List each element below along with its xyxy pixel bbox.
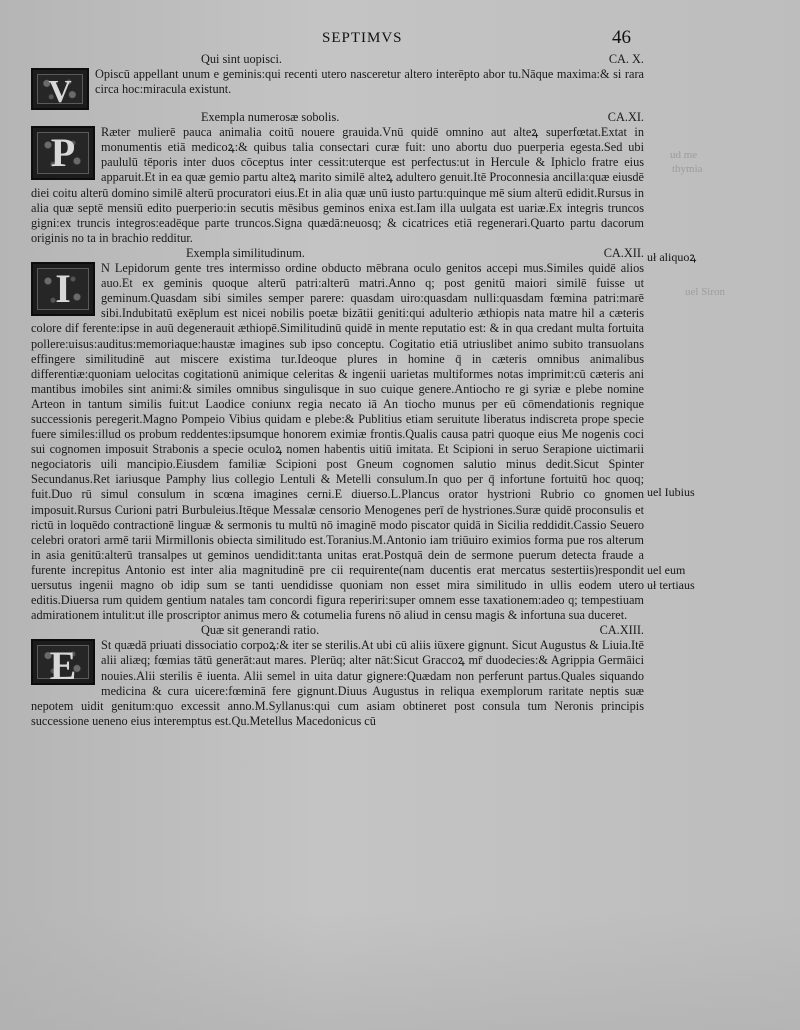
chapter-number: CA. X. bbox=[608, 52, 644, 66]
main-text-block bbox=[31, 52, 644, 729]
initial-letter: V bbox=[48, 73, 72, 110]
initial-letter: E bbox=[49, 643, 77, 689]
chapter-12 bbox=[31, 246, 644, 623]
initial-letter: P bbox=[50, 130, 76, 176]
decorated-initial bbox=[31, 68, 89, 110]
bleed-text-3: uel Siron bbox=[685, 286, 726, 298]
margin-note: uel eum bbox=[647, 563, 686, 577]
decorated-initial bbox=[31, 639, 95, 689]
running-title: SEPTIMVS bbox=[322, 30, 403, 46]
decorated-initial bbox=[31, 262, 95, 316]
chapter-heading bbox=[31, 110, 644, 125]
chapter-title: Qui sint uopisci. bbox=[201, 52, 282, 66]
initial-letter: I bbox=[55, 266, 71, 312]
chapter-title: Quæ sit generandi ratio. bbox=[201, 623, 320, 638]
chapter-paragraph: St quædā priuati dissociatio corpoꝝ:& iter se sterilis.At ubi cū aliis iūxere gignunt. Sicut Augustus & Liuia.Itē alii aliæq; fœmias tātū generāt:aut mares. Plerūq; alter nāt:Sicut Graccoꝝ mr̄ duodecies:& Agrippia Germāici nouies.Alii sterilis ē iuenta. Alii semel in uita datur gignere:Quædam non perferunt partus.Quales siquando medicina & cura uicere:fœminā fere gignunt.Diuus Augustus in reliqua exemplorum raritate neptis suæ nepotem uidit genitum:quo excessit anno.M.Syllanus:qui cum asiam obtineret post consula tum Neronis principis successione ueneno eius interemptus est.Qu.Metellus Macedonicus cū bbox=[31, 638, 644, 728]
chapter-paragraph: Opiscū appellant unum e geminis:qui recenti utero nasceretur altero interēpto abor tu.Nāque maxima:& si rara circa hoc:miracula existunt. bbox=[95, 67, 644, 97]
chapter-title: Exempla numerosæ sobolis. bbox=[201, 110, 340, 125]
page-shadow bbox=[0, 910, 800, 1030]
chapter-paragraph: N Lepidorum gente tres intermisso ordine obducto mēbrana oculo genitos accepi mus.Similes quidē alios auo.Et ex geminis quoque alterū patri:alterū matri.Anno q; post genitū maiori similē fuisse ut geminum.Quasdam sibi similes semper parere: quasdam uiro:quasdam nulli:quasdam fœmina patri:marē sibi.Indubitatū exēplum est nicei nobilis poetæ bizātii geniti:qui adulterio æthiopis nata matre hil a cæteris colore dif ferente:ipse in auū degenerauit æthiopē.Similitudinū quidē in mente reputatio est: & in qua credant multa fortuita pollere:uisus:auditus:memoriaque:haustæ imagines sub ipso conceptu. Cogitatio etiā utriuslibet animo subito transuolans effingere similitudinē aut miscere existima tur.Ideoque plures in homine q̄ in cæteris omnibus animalibus differentiæ:quoniam uelocitas cogitationū animique celeritas & ingenii uarietas multiformes notas imprimit:cū cæteris ani mantibus imobiles sint animi:& similes omnibus singulisque in suo cuique genere.Antiocho re gi syriæ e plebe nomine Arteon in tantum similis fuit:ut Laodice coniunx regia necato iā An tiocho munus per eū cōmendationis regnique successionis peregerit.Magno Pompeio Vibius quidam e plebe:& Publitius etiam seruitute liberatus indiscreta prope specie fuere similes:illud os probum reddentes:ipsumque honorem eximiæ frontis.Qualis causa patri quoque eius Me nogenis coci sui cognomen imposuit Strabonis a specie oculoꝝ nomen habentis uitiū imitata. Et Scipioni in seruo Serapione uictimarii negociatoris uili mancipio.Eiusdem familiæ Scipioni post Gneum cognomen salutio minus dedit.Sicut Spinter Secundanus.Ret iariusque Pamphy lius collegio Lentuli & Metelli consulum.In quo per q̄ infortune fortuitū hoc quoq; fuit.Duo rū simul consulum in scœna imagines cerni.E diuerso.L.Plancus orator hystrioni Rubrio co gnomen imposuit.Rursus Curioni patri Burbuleius.Itēque Messalæ censorio Menogenes perī de hystriones.Suræ quidē proconsulis et rictū in loquēdo contractionē linguæ & sermonis tu multū nō imaginē modo piscator quidā in Sicilia reddidit.Cassio Seuero celebri oratori armē tarii Mirmillonis obiecta similitudo est.Toranius.M.Antonio iam triūuiro eximios forma pue ros alterum in asia genitū:alterū transalpes ut geminos uendidit:tanta unitas erat.Postquā dein de sermone puerum detecta fraude a furente increpitus Antonio est inter alia magnitudinē pre cii requirente(nam ducentis erat mercatus sestertiis)respondit uersutus ingenii magno ob idip sum se tanti uendidisse quoniam non esset mira similitudo in ullis eodem utero editis.Diuersa rum quidem gentium natales tam concordi figura reperiri:super omnem esse taxationem:adeo q; tempestiuam admirationem intulit:ut ille proscriptor animus mero & cotumelia furens nō aliud in censu magis & infortuna sua duceret. bbox=[31, 261, 644, 623]
bleed-text-1: ud me bbox=[670, 149, 698, 161]
chapter-heading bbox=[31, 246, 644, 261]
page-number: 46 bbox=[612, 27, 631, 48]
chapter-number: CA.XII. bbox=[603, 245, 644, 260]
chapter-heading bbox=[31, 623, 644, 638]
bleed-through-text bbox=[650, 140, 800, 340]
bleed-text-2: thymia bbox=[672, 163, 703, 175]
chapter-number: CA.XIII. bbox=[599, 623, 644, 638]
margin-note: uel Iubius bbox=[647, 485, 695, 499]
chapter-number: CA.XI. bbox=[607, 110, 644, 125]
chapter-heading bbox=[31, 52, 644, 67]
decorated-initial bbox=[31, 126, 95, 180]
margin-note: uł aliquoꝝ bbox=[647, 250, 697, 264]
chapter-13 bbox=[31, 623, 644, 729]
chapter-title: Exempla similitudinum. bbox=[186, 245, 305, 260]
chapter-11 bbox=[31, 110, 644, 246]
margin-note: uł tertiaus bbox=[647, 578, 695, 592]
page-header bbox=[0, 27, 800, 50]
chapter-paragraph: Ræter mulierē pauca animalia coitū nouere grauida.Vnū quidē omnino aut alteꝝ superfœtat.Extat in monumentis etiā medicoꝝ:& quibus talia consectari curæ fuit: uno abortu duo puerperia egesta.Sed ubi paululū tēporis inter duos cōceptus inter cessit:uterque est perfectus:ut in Hercule & Iphiclo fratre eius apparuit.Et in ea quæ gemio partu alteꝝ marito similē alteꝝ adultero genuit.Itē Proconnesia ancilla:quæ eiusdē diei coitu alterū domino similē alterū procuratori eius.Et in alia quæ unū iusto partu:quinque mē sium alterū edidit.Rursus in alia quæ septē mensiū edito puerperio:in secutis mēsibus geminos enixa est.Iam illa uulgata est uariæ.Ex integris truncos gigni:ex truncis integros:eadēque parte truncos.Signa quædā:neuosq; & cicatrices etiā regenerari.Quarto partu dacorum originis no ta in brachio redditur. bbox=[31, 125, 644, 245]
chapter-10 bbox=[31, 52, 644, 110]
